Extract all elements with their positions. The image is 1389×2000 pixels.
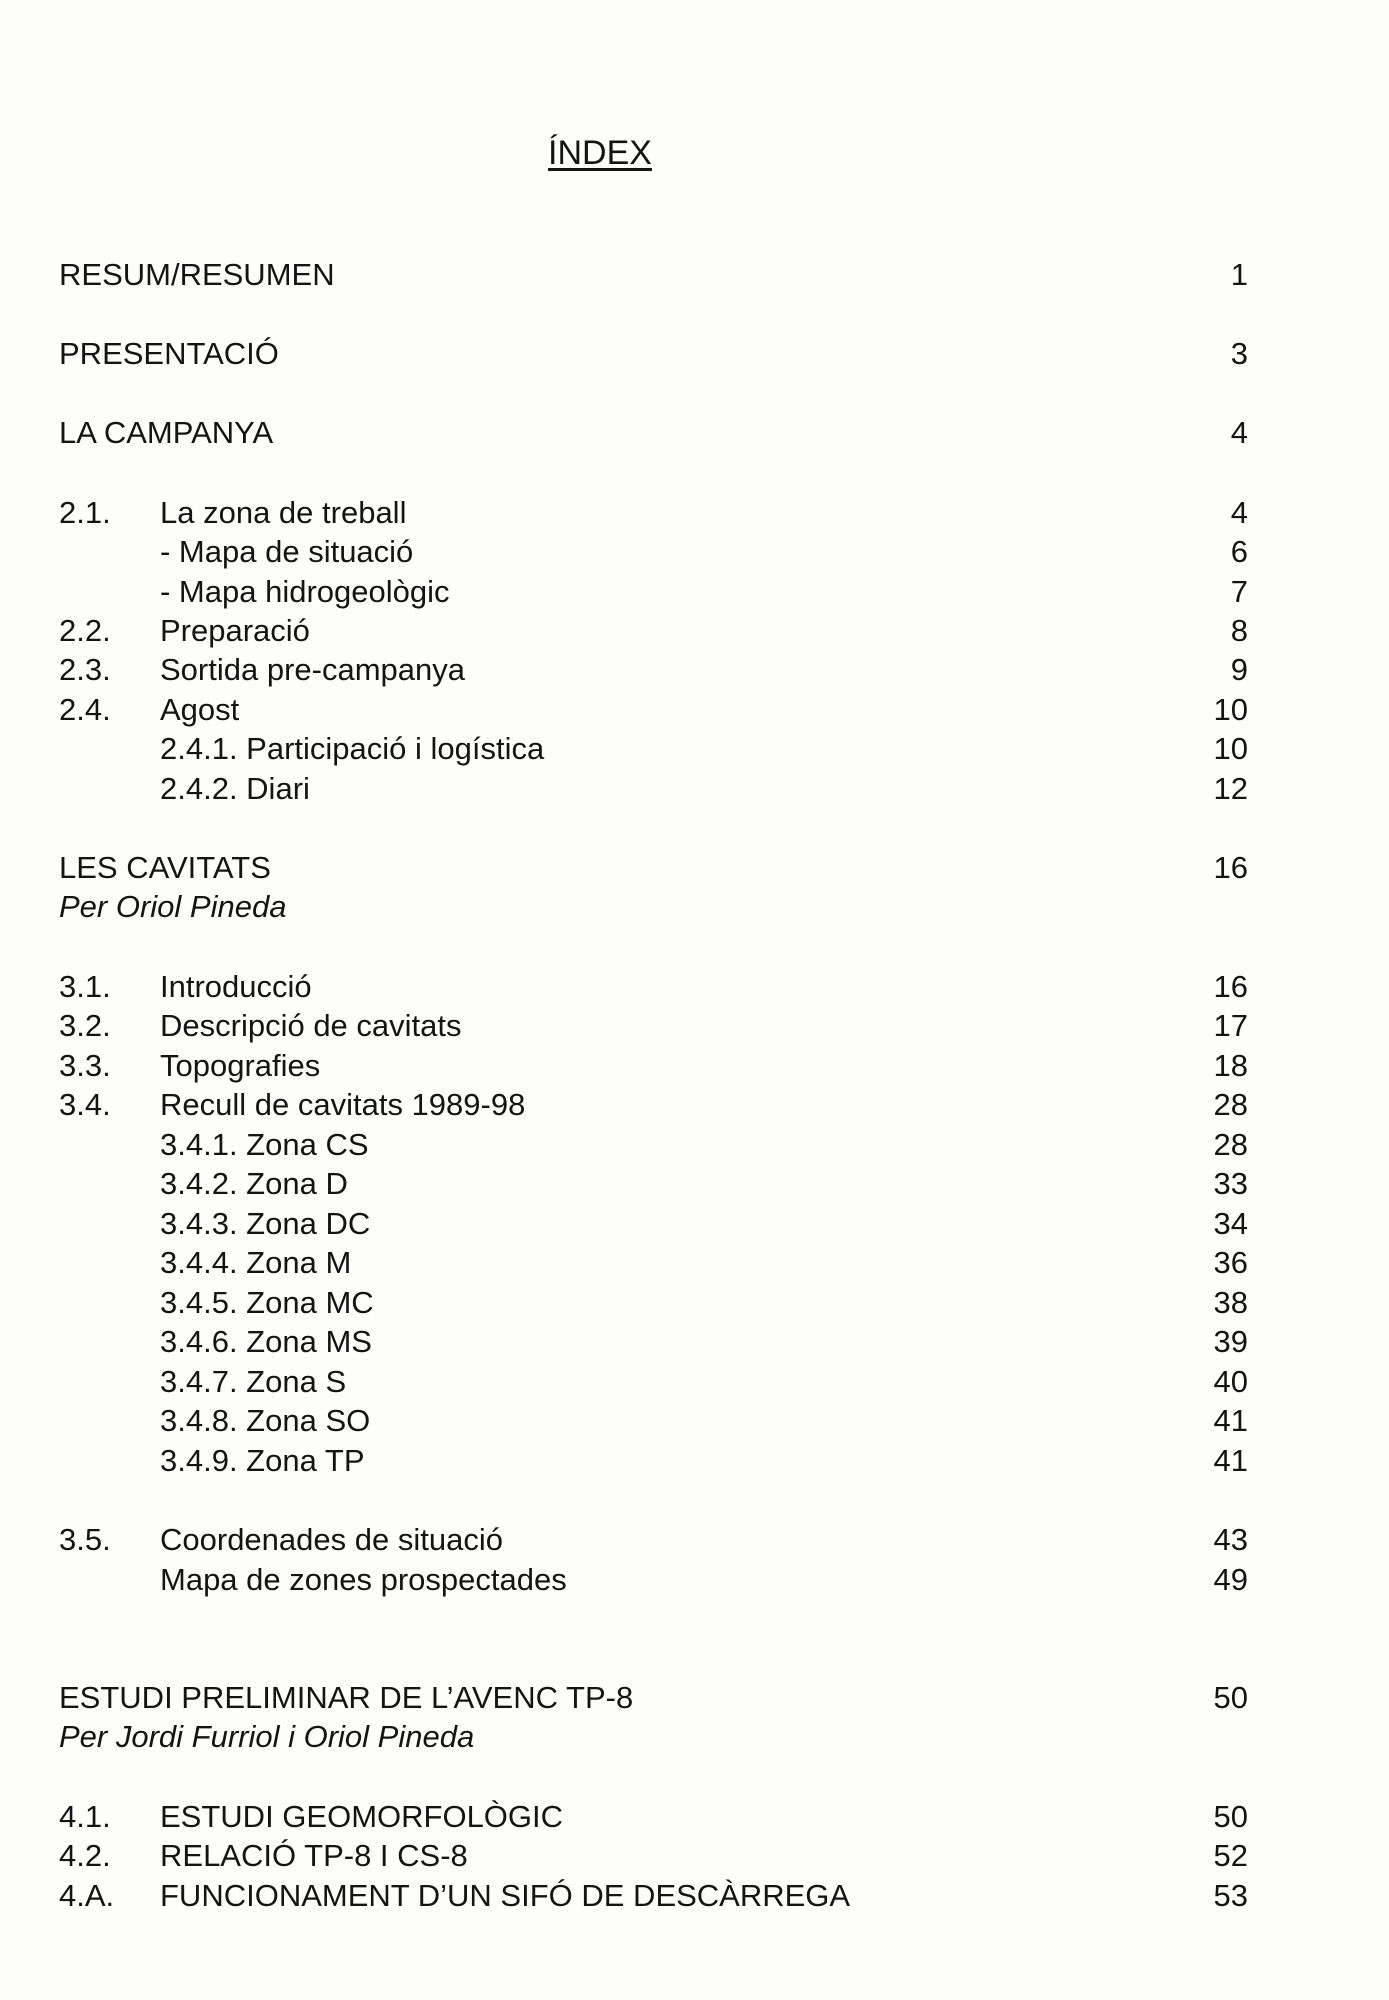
toc-entry-page: 36 xyxy=(1213,1245,1248,1280)
toc-entry-title: 2.4.2. Diari xyxy=(160,771,310,806)
toc-entry xyxy=(0,572,1389,612)
toc-entry-number: 2.3. xyxy=(59,652,111,687)
toc-entry xyxy=(0,650,1389,690)
toc-entry-number: 2.1. xyxy=(59,495,111,530)
toc-entry-page: 16 xyxy=(1213,850,1248,885)
toc-entry-author: Per Jordi Furriol i Oriol Pineda xyxy=(59,1719,475,1754)
toc-entry-number: 4.A. xyxy=(59,1878,115,1913)
toc-entry xyxy=(0,334,1389,374)
toc-entry-title: 3.4.8. Zona SO xyxy=(160,1403,371,1438)
toc-entry-title: Coordenades de situació xyxy=(160,1522,503,1557)
toc-entry-page: 10 xyxy=(1213,692,1248,727)
toc-entry-page: 38 xyxy=(1213,1285,1248,1320)
toc-entry-title: - Mapa de situació xyxy=(160,534,414,569)
toc-entry-number: 4.1. xyxy=(59,1799,111,1834)
toc-entry-title: 2.4.1. Participació i logística xyxy=(160,731,545,766)
toc-entry xyxy=(0,1125,1389,1165)
toc-entry-page: 8 xyxy=(1230,613,1248,648)
toc-entry-page: 9 xyxy=(1230,652,1248,687)
toc-entry-title: Recull de cavitats 1989-98 xyxy=(160,1087,526,1122)
toc-entry-page: 3 xyxy=(1230,336,1248,371)
toc-entry-page: 7 xyxy=(1230,574,1248,609)
toc-entry xyxy=(0,1283,1389,1323)
toc-entry-title: LA CAMPANYA xyxy=(59,415,274,450)
toc-entry xyxy=(0,1164,1389,1204)
toc-entry xyxy=(0,1243,1389,1283)
toc-entry xyxy=(0,1322,1389,1362)
toc-entry-title: 3.4.1. Zona CS xyxy=(160,1127,369,1162)
toc-entry xyxy=(0,493,1389,533)
toc-entry xyxy=(0,1678,1389,1718)
toc-entry xyxy=(0,611,1389,651)
toc-entry-page: 4 xyxy=(1230,495,1248,530)
toc-entry-title: 3.4.4. Zona M xyxy=(160,1245,352,1280)
toc-entry-title: - Mapa hidrogeològic xyxy=(160,574,450,609)
toc-entry-page: 34 xyxy=(1213,1206,1248,1241)
toc-entry-page: 1 xyxy=(1230,257,1248,292)
toc-entry-page: 4 xyxy=(1230,415,1248,450)
toc-entry-page: 17 xyxy=(1213,1008,1248,1043)
toc-entry-title: RESUM/RESUMEN xyxy=(59,257,335,292)
toc-entry-author: Per Oriol Pineda xyxy=(59,889,287,924)
toc-entry-title: Preparació xyxy=(160,613,310,648)
toc-entry-title: PRESENTACIÓ xyxy=(59,336,279,371)
page-title: ÍNDEX xyxy=(548,134,652,172)
toc-entry xyxy=(0,1441,1389,1481)
toc-entry-title: Introducció xyxy=(160,969,312,1004)
toc-entry-page: 28 xyxy=(1213,1087,1248,1122)
toc-entry-page: 28 xyxy=(1213,1127,1248,1162)
toc-entry-page: 39 xyxy=(1213,1324,1248,1359)
toc-entry-page: 41 xyxy=(1213,1443,1248,1478)
toc-entry-title: Descripció de cavitats xyxy=(160,1008,462,1043)
toc-entry xyxy=(0,255,1389,295)
toc-entry-page: 40 xyxy=(1213,1364,1248,1399)
toc-entry-title: Sortida pre-campanya xyxy=(160,652,465,687)
toc-entry xyxy=(0,1560,1389,1600)
toc-entry-title: 3.4.6. Zona MS xyxy=(160,1324,372,1359)
toc-entry-page: 52 xyxy=(1213,1838,1248,1873)
toc-entry-title: ESTUDI PRELIMINAR DE L’AVENC TP-8 xyxy=(59,1680,634,1715)
toc-entry-page: 43 xyxy=(1213,1522,1248,1557)
toc-entry-page: 12 xyxy=(1213,771,1248,806)
toc-entry-title: 3.4.7. Zona S xyxy=(160,1364,347,1399)
toc-entry-title: 3.4.3. Zona DC xyxy=(160,1206,371,1241)
toc-entry-title: Mapa de zones prospectades xyxy=(160,1562,567,1597)
toc-entry xyxy=(0,1085,1389,1125)
toc-entry-title: 3.4.9. Zona TP xyxy=(160,1443,365,1478)
toc-entry-page: 50 xyxy=(1213,1680,1248,1715)
toc-entry xyxy=(0,1362,1389,1402)
toc-entry-page: 50 xyxy=(1213,1799,1248,1834)
toc-entry xyxy=(0,1836,1389,1876)
toc-entry-page: 53 xyxy=(1213,1878,1248,1913)
toc-entry xyxy=(0,532,1389,572)
toc-entry-number: 4.2. xyxy=(59,1838,111,1873)
toc-entry-title: ESTUDI GEOMORFOLÒGIC xyxy=(160,1799,564,1834)
toc-entry-page: 6 xyxy=(1230,534,1248,569)
toc-entry-title: Topografies xyxy=(160,1048,321,1083)
toc-entry xyxy=(0,887,1389,927)
toc-entry xyxy=(0,690,1389,730)
toc-entry xyxy=(0,413,1389,453)
toc-entry xyxy=(0,729,1389,769)
toc-entry-page: 33 xyxy=(1213,1166,1248,1201)
toc-entry-number: 3.4. xyxy=(59,1087,111,1122)
toc-entry-page: 41 xyxy=(1213,1403,1248,1438)
toc-entry-page: 16 xyxy=(1213,969,1248,1004)
toc-entry-title: 3.4.5. Zona MC xyxy=(160,1285,374,1320)
toc-entry xyxy=(0,1401,1389,1441)
toc-entry-title: La zona de treball xyxy=(160,495,407,530)
toc-entry-page: 10 xyxy=(1213,731,1248,766)
toc-entry-number: 3.5. xyxy=(59,1522,111,1557)
toc-entry-number: 3.1. xyxy=(59,969,111,1004)
toc-entry xyxy=(0,1046,1389,1086)
toc-entry xyxy=(0,1717,1389,1757)
toc-entry-title: Agost xyxy=(160,692,240,727)
toc-entry-page: 49 xyxy=(1213,1562,1248,1597)
toc-entry xyxy=(0,848,1389,888)
toc-entry xyxy=(0,769,1389,809)
toc-entry xyxy=(0,1876,1389,1916)
toc-entry-number: 3.2. xyxy=(59,1008,111,1043)
toc-entry-number: 2.4. xyxy=(59,692,111,727)
toc-entry-title: LES CAVITATS xyxy=(59,850,271,885)
toc-entry-page: 18 xyxy=(1213,1048,1248,1083)
toc-entry-number: 3.3. xyxy=(59,1048,111,1083)
toc-entry-title: RELACIÓ TP-8 I CS-8 xyxy=(160,1838,468,1873)
toc-entry xyxy=(0,1520,1389,1560)
toc-entry-title: FUNCIONAMENT D’UN SIFÓ DE DESCÀRREGA xyxy=(160,1878,851,1913)
toc-entry xyxy=(0,1204,1389,1244)
toc-entry-title: 3.4.2. Zona D xyxy=(160,1166,348,1201)
toc-entry xyxy=(0,967,1389,1007)
toc-entry xyxy=(0,1797,1389,1837)
toc-entry-number: 2.2. xyxy=(59,613,111,648)
toc-entry xyxy=(0,1006,1389,1046)
